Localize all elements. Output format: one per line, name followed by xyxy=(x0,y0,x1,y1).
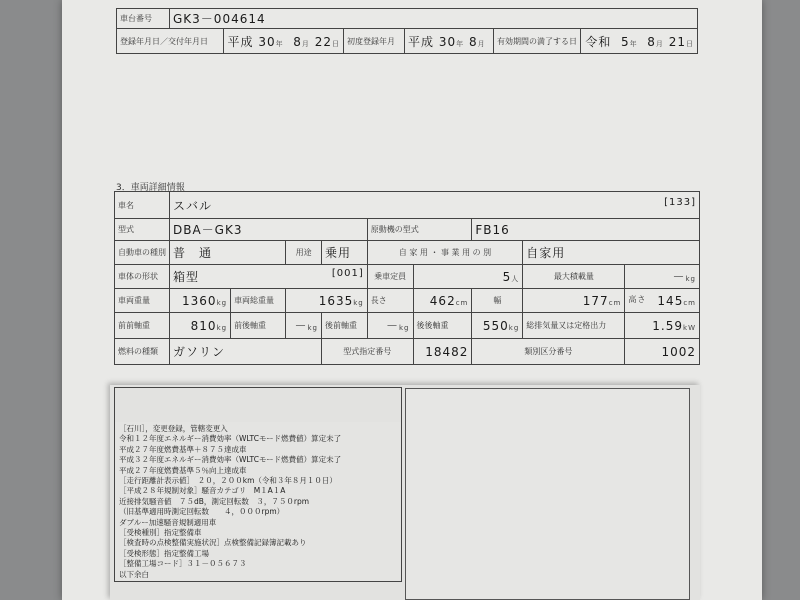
maker-label: 車名 xyxy=(115,192,170,219)
remarks-line: ［石川］，変更登録，管轄変更入 xyxy=(119,424,228,433)
fuel-label: 燃料の種類 xyxy=(115,339,170,365)
remarks-line: ［整備工場コード］３１－０５６７３ xyxy=(119,559,247,569)
capacity-value: 5人 xyxy=(413,265,523,289)
remarks-line: 平成３２年度エネルギー消費効率（WLTCモード燃費値）算定未了 xyxy=(119,455,342,465)
capacity-label: 乗車定員 xyxy=(367,265,413,289)
remarks-header xyxy=(114,387,402,423)
remarks-line: 近接排気騒音値 ７５dB，測定回転数 ３，７５０rpm xyxy=(119,496,310,506)
model-value: DBA－GK3 xyxy=(170,219,368,241)
displacement-value: 1.59kW xyxy=(625,313,700,339)
chassis-label: 車台番号 xyxy=(117,9,170,29)
height-cell: 高さ 145cm xyxy=(625,289,700,313)
remarks-line: 以下余白 xyxy=(119,569,149,579)
body-shape-label: 車体の形状 xyxy=(115,265,170,289)
maker-code: [133] xyxy=(664,196,696,208)
kind-label: 自動車の種別 xyxy=(115,241,170,265)
chassis-value: GK3－004614 xyxy=(170,9,698,29)
height-value: 145 xyxy=(657,293,684,308)
vehicle-detail-table xyxy=(114,191,700,365)
vehicle-weight-label: 車両重量 xyxy=(115,289,170,313)
gross-weight-value: 1635kg xyxy=(286,289,368,313)
body-shape-value: 箱型 [001] xyxy=(170,265,368,289)
remarks-line: 令和１２年度エネルギー消費効率（WLTCモード燃費値）算定未了 xyxy=(119,434,342,444)
remarks-line: ［検査時の点検整備実施状況］点検整備記録簿記載あり xyxy=(119,538,307,548)
private-business-value: 自家用 xyxy=(523,241,700,265)
max-load-value: －kg xyxy=(625,265,700,289)
front-rear-axle-label: 前後軸重 xyxy=(231,313,286,339)
height-label: 高さ xyxy=(628,294,647,304)
type-number-value: 18482 xyxy=(413,339,472,365)
remarks-box xyxy=(114,422,402,582)
remarks-line: ［走行距離計表示値］ ２０，２００km（令和３年８月１０日） xyxy=(119,476,337,486)
front-front-axle-value: 810kg xyxy=(170,313,231,339)
rear-front-axle-label: 後前軸重 xyxy=(322,313,368,339)
vehicle-weight-value: 1360kg xyxy=(170,289,231,313)
displacement-label: 総排気量又は定格出力 xyxy=(523,313,625,339)
rear-front-axle-value: －kg xyxy=(367,313,413,339)
remarks-line: ［受検形態］指定整備工場 xyxy=(119,548,209,558)
type-number-label: 型式指定番号 xyxy=(322,339,414,365)
remarks-line: 平成２７年度燃費基準＋８７５達成車 xyxy=(119,444,247,454)
model-label: 型式 xyxy=(115,219,170,241)
first-registration-value: 平成 30年 8月 xyxy=(405,29,494,54)
max-load-label: 最大積載量 xyxy=(523,265,625,289)
remarks-line: ［受検種別］指定整備車 xyxy=(119,528,202,538)
first-registration-label: 初度登録年月 xyxy=(344,29,405,54)
remarks-line: 平成２７年度燃費基準５％向上達成車 xyxy=(119,465,247,475)
kind-value: 普 通 xyxy=(170,241,286,265)
front-front-axle-label: 前前軸重 xyxy=(115,313,170,339)
remarks-line: ［平成２８年規制対象］騒音カテゴリ M１A１A xyxy=(119,486,286,496)
remarks-line: ダブルー加速騒音規制適用車 xyxy=(119,517,217,527)
section-title: 3．車両詳細情報 xyxy=(116,183,185,193)
length-label: 長さ xyxy=(367,289,413,313)
length-value: 462cm xyxy=(413,289,472,313)
remarks-line: （旧基準適用時測定回転数 ４，０００rpm） xyxy=(119,507,285,517)
front-rear-axle-value: －kg xyxy=(286,313,322,339)
registration-date-value: 平成 30年 8月 22日 xyxy=(224,29,344,54)
registration-table xyxy=(116,8,698,54)
registration-date-label: 登録年月日／交付年月日 xyxy=(117,29,224,54)
use-value: 乗用 xyxy=(322,241,368,265)
rear-rear-axle-label: 後後軸重 xyxy=(413,313,472,339)
body-shape-code: [001] xyxy=(331,268,364,279)
fuel-value: ガソリン xyxy=(170,339,322,365)
class-number-value: 1002 xyxy=(625,339,700,365)
engine-value: FB16 xyxy=(472,219,700,241)
blank-panel xyxy=(405,388,690,600)
gross-weight-label: 車両総重量 xyxy=(231,289,286,313)
width-label: 幅 xyxy=(472,289,523,313)
width-value: 177cm xyxy=(523,289,625,313)
engine-label: 原動機の型式 xyxy=(367,219,472,241)
class-number-label: 類別区分番号 xyxy=(472,339,625,365)
rear-rear-axle-value: 550kg xyxy=(472,313,523,339)
maker-value: スバル [133] xyxy=(170,192,700,219)
private-business-label: 自 家 用 ・ 事 業 用 の 別 xyxy=(367,241,523,265)
use-label: 用途 xyxy=(286,241,322,265)
expiry-date-label: 有効期間の満了する日 xyxy=(494,29,581,54)
expiry-date-value: 令和 5年 8月 21日 xyxy=(581,29,698,54)
